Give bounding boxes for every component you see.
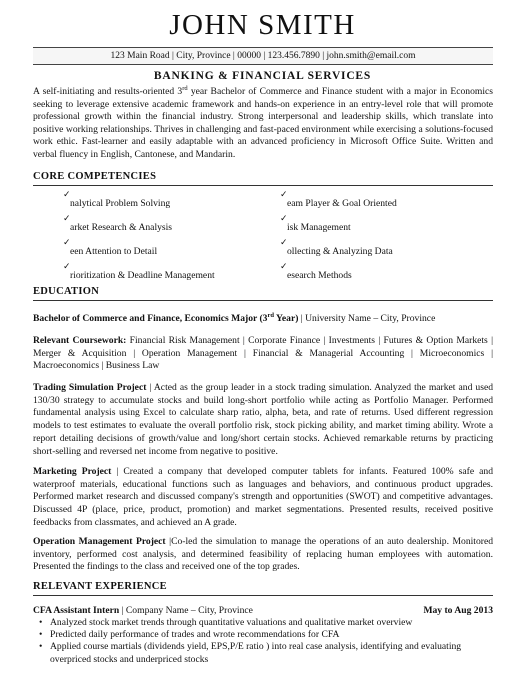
job-company: | Company Name – City, Province	[119, 605, 253, 616]
check-icon: ✓	[63, 213, 71, 223]
degree-ordinal: rd	[267, 311, 274, 319]
check-icon: ✓	[280, 237, 288, 247]
project-label: Operation Management Project	[33, 536, 166, 547]
project-description: | Acted as the group leader in a stock trading simulation. Analyzed the market and used 130/30 strategy to accumulate stocks and build long-short portfolio while acting as Portfolio Manager. Performed fundamental analysis using Excel to calculate sharp ratio, alpha, beta, and rate of returns. Used different regression models to test estimates to evaluate the overall portfolio risk, stock picking ability, and market timing ability. Wrote a report detailing decisions of growth/value and long/short certain stocks. Achieved remarkable returns by practicing short-selling and reversed net income from negative to positive.	[33, 382, 493, 457]
check-icon: ✓	[280, 189, 288, 199]
project-description: | Created a company that developed computer tablets for infants. Featured 100% safe and waterproof materials, educational functions such as languages and behaviors, and continuous product upgrades. Performed market research and discussed company's strength and opportunities (SWOT) and competitive advantages. Discussed 4P (place, price, product, promotion) and market segmentations. Presented results, received positive feedbacks from classmates, and achieved an A grade.	[33, 466, 493, 528]
check-icon: ✓	[63, 237, 71, 247]
degree-name-b: Year)	[273, 313, 299, 324]
summary-text-a: A self-initiating and results-oriented 3	[33, 86, 183, 97]
trading-simulation-project	[33, 382, 493, 458]
marketing-project	[33, 466, 493, 530]
job-responsibilities	[33, 617, 493, 666]
professional-summary	[33, 86, 493, 162]
check-icon: ✓	[280, 213, 288, 223]
list-item-text: Predicted daily performance of trades and wrote recommendations for CFA	[50, 629, 340, 641]
list-item-text: Applied course martials (dividends yield, EPS,P/E ratio ) into real case analysis, identifying and evaluating overpriced stocks and underpriced stocks	[50, 641, 462, 665]
operation-management-project	[33, 536, 493, 574]
competency-label: rioritization & Deadline Management	[70, 270, 215, 281]
competency-label: een Attention to Detail	[70, 246, 158, 257]
coursework-list: Financial Risk Management | Corporate Finance | Investments | Futures & Option Markets | Merger & Acquisition | Operation Management | Financial & Managerial Accounting | Microeconomics | Macroeconomics | Business Law	[33, 335, 493, 372]
list-item	[33, 617, 493, 629]
summary-ordinal: rd	[182, 84, 188, 92]
competency-label: isk Management	[287, 222, 351, 233]
core-competencies-heading: CORE COMPETENCIES	[33, 170, 493, 186]
project-description: |Co-led the simulation to manage the operations of an auto dealership. Monitored inventory, performed cost analysis, and determined feasibility of replacing human employees with automation. Presented the findings to the class and received one of the top grades.	[33, 536, 494, 573]
competency-label: esearch Methods	[287, 270, 352, 281]
degree-line	[33, 313, 493, 326]
check-icon: ✓	[63, 189, 71, 199]
job-dates: May to Aug 2013	[423, 605, 493, 616]
bullet-icon: •	[39, 641, 43, 653]
coursework-label: Relevant Coursework:	[33, 335, 127, 346]
bullet-icon: •	[39, 629, 43, 641]
competency-label: arket Research & Analysis	[70, 222, 173, 233]
relevant-coursework	[33, 335, 493, 373]
contact-bar: 123 Main Road | City, Province | 00000 | 123.456.7890 | john.smith@email.com	[33, 47, 493, 65]
bullet-icon: •	[39, 617, 43, 628]
job-title: CFA Assistant Intern	[33, 605, 120, 616]
job-header	[33, 605, 493, 617]
project-label: Trading Simulation Project	[33, 382, 147, 393]
project-label: Marketing Project	[33, 466, 112, 477]
target-field-title: BANKING & FINANCIAL SERVICES	[153, 70, 372, 82]
summary-text-b: year Bachelor of Commerce and Finance student with a major in Economics seeking to leverage extensive academic framework and hands-on experience in an entry-level role that will promote professional growth within the financial industry. Strong interpersonal and leadership skills, which translate into positive working relationships. Thrives in challenging and fast-paced environment while exercising a solutions-focused work ethic. Fast-learner and easily adaptable with an advanced proficiency in Microsoft Office Suite. Written and verbal fluency in English, Cantonese, and Mandarin.	[33, 86, 493, 160]
competency-label: ollecting & Analyzing Data	[287, 246, 393, 257]
relevant-experience-heading: RELEVANT EXPERIENCE	[33, 580, 493, 596]
check-icon: ✓	[280, 261, 288, 271]
degree-name-a: Bachelor of Commerce and Finance, Economics Major (3	[33, 313, 268, 324]
list-item	[33, 629, 493, 641]
check-icon: ✓	[63, 261, 71, 271]
competency-label: eam Player & Goal Oriented	[287, 198, 397, 209]
competency-label: nalytical Problem Solving	[70, 198, 171, 209]
list-item	[33, 641, 493, 665]
list-item-text: Analyzed stock market trends through quantitative valuations and qualitative market overview	[50, 617, 413, 628]
degree-school: | University Name – City, Province	[298, 313, 436, 324]
candidate-name: JOHN SMITH	[169, 9, 356, 41]
education-heading: EDUCATION	[33, 285, 493, 301]
